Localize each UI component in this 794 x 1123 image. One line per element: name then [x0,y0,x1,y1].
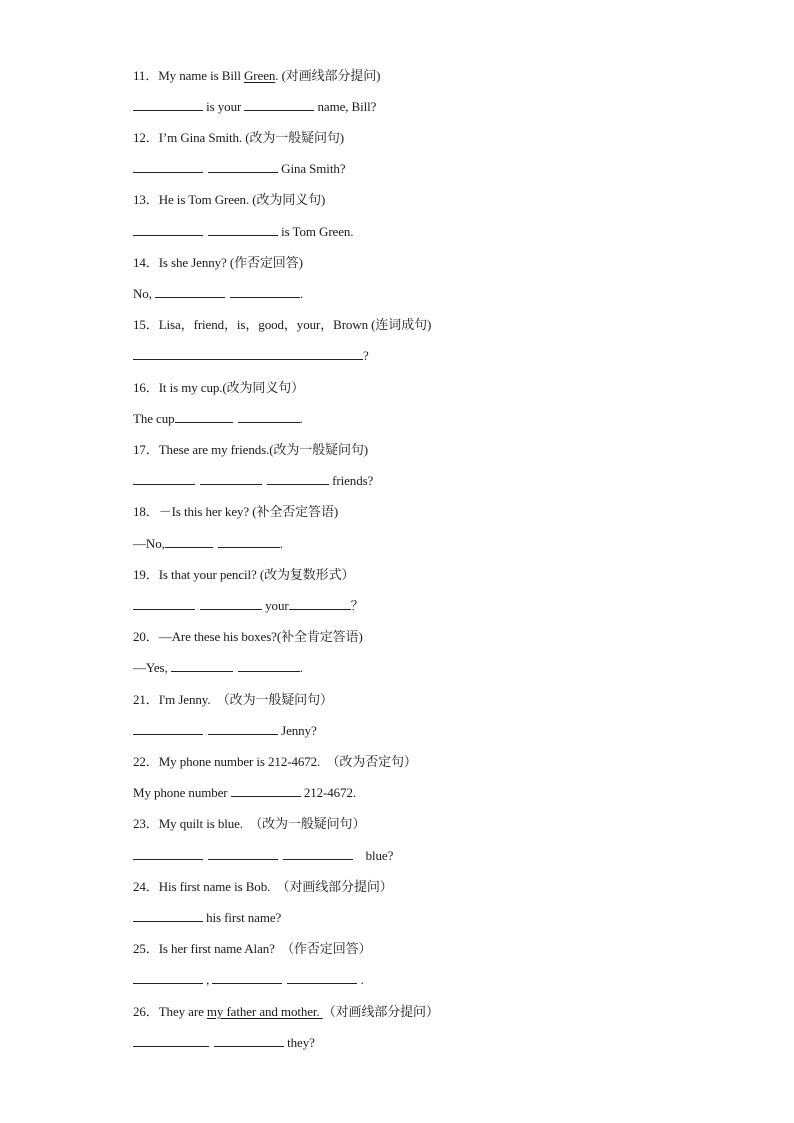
question-16 [133,380,304,396]
question-text: I’m Gina Smith. (改为一般疑问句) [158,130,344,145]
answer-blank[interactable] [230,286,300,298]
answer-text: My phone number [133,785,231,800]
question-text: He is Tom Green. (改为同义句) [158,192,326,207]
question-instruction: （对画线部分提问） [322,1004,439,1019]
question-number: 22． [133,754,159,769]
answer-20 [133,660,303,676]
answer-text: . [300,286,304,301]
question-22 [133,754,417,770]
question-24 [133,879,393,895]
answer-blank[interactable] [175,411,233,423]
answer-blank[interactable] [133,161,203,173]
question-number: 25． [133,941,159,956]
question-text: It is my cup.(改为同义句） [158,380,305,395]
question-number: 24． [133,879,159,894]
answer-blank[interactable] [287,972,357,984]
question-text: These are my friends.(改为一般疑问句) [158,442,368,457]
answer-text: blue? [353,848,394,863]
question-11 [133,68,380,84]
answer-blank[interactable] [231,785,301,797]
answer-12 [133,161,345,177]
question-number: 23． [133,816,159,831]
answer-blank[interactable] [283,848,353,860]
answer-blank[interactable] [212,972,282,984]
answer-blank[interactable] [133,848,203,860]
question-text: His first name is Bob. （对画线部分提问） [158,879,393,894]
question-text: Is that your pencil? (改为复数形式） [158,567,355,582]
question-13 [133,192,325,208]
answer-blank[interactable] [214,1035,284,1047]
question-12 [133,130,344,146]
answer-text: name, Bill? [314,99,377,114]
answer-blank[interactable] [133,473,195,485]
question-text: —Are these his boxes?(补全肯定答语) [158,629,363,644]
answer-text: your [262,598,289,613]
answer-16 [133,411,303,427]
answer-24 [133,910,281,926]
question-number: 11． [133,68,159,83]
answer-23 [133,848,393,864]
question-number: 15． [133,317,159,332]
question-text: Lisa，friend，is，good，your，Brown (连词成句) [158,317,432,332]
answer-blank[interactable] [200,598,262,610]
question-number: 13． [133,192,159,207]
question-15 [133,317,431,333]
answer-text: Gina Smith? [278,161,346,176]
question-text: Is her first name Alan? （作否定回答） [158,941,372,956]
answer-text: Jenny? [278,723,317,738]
answer-text: . [279,536,283,551]
answer-13 [133,224,353,240]
question-25 [133,941,371,957]
answer-11 [133,99,376,115]
question-number: 14． [133,255,159,270]
answer-14 [133,286,303,302]
answer-17 [133,473,373,489]
question-number: 21． [133,692,159,707]
question-text: My name is Bill [158,68,245,83]
question-26 [133,1004,439,1020]
answer-26 [133,1035,315,1051]
answer-text: they? [284,1035,315,1050]
question-number: 17． [133,442,159,457]
answer-blank[interactable] [171,660,233,672]
answer-blank[interactable] [133,972,203,984]
question-instruction: . (对画线部分提问) [275,68,381,83]
answer-blank[interactable] [238,411,300,423]
answer-blank[interactable] [133,348,363,360]
answer-blank[interactable] [238,660,300,672]
answer-blank[interactable] [267,473,329,485]
answer-25 [133,972,364,988]
question-number: 19． [133,567,159,582]
answer-text: —Yes, [133,660,171,675]
question-17 [133,442,368,458]
answer-blank[interactable] [208,848,278,860]
answer-blank[interactable] [165,536,213,548]
answer-21 [133,723,317,739]
answer-blank[interactable] [133,723,203,735]
answer-22 [133,785,356,801]
question-14 [133,255,303,271]
answer-blank[interactable] [289,598,351,610]
answer-text: ? [363,348,369,363]
question-19 [133,567,354,583]
answer-text: . [357,972,364,987]
answer-text: his first name? [203,910,282,925]
answer-blank[interactable] [208,723,278,735]
answer-19 [133,598,364,614]
question-number: 26． [133,1004,159,1019]
underlined-part: Green [244,68,276,83]
question-text: They are [158,1004,207,1019]
question-number: 18． [133,504,159,519]
answer-text: . [299,660,303,675]
question-text: My phone number is 212-4672. （改为否定句） [158,754,417,769]
answer-text: The cup [133,411,175,426]
question-text: I'm Jenny. （改为一般疑问句） [158,692,333,707]
answer-text: —No, [133,536,165,551]
answer-blank[interactable] [208,161,278,173]
question-20 [133,629,363,645]
answer-text: ？ [350,598,364,613]
answer-15 [133,348,369,364]
question-number: 16． [133,380,159,395]
answer-blank[interactable] [133,1035,209,1047]
answer-18 [133,536,283,552]
answer-blank[interactable] [244,99,314,111]
answer-blank[interactable] [200,473,262,485]
question-text: －Is this her key? (补全否定答语) [158,504,339,519]
answer-blank[interactable] [218,536,280,548]
answer-blank[interactable] [208,224,278,236]
question-text: Is she Jenny? (作否定回答) [158,255,303,270]
answer-blank[interactable] [133,910,203,922]
question-21 [133,692,333,708]
answer-blank[interactable] [133,598,195,610]
answer-text: friends? [329,473,374,488]
answer-text: is Tom Green. [278,224,354,239]
question-23 [133,816,365,832]
answer-text: , [203,972,213,987]
question-number: 20． [133,629,159,644]
answer-blank[interactable] [133,224,203,236]
answer-blank[interactable] [155,286,225,298]
question-18 [133,504,338,520]
answer-text: is your [203,99,245,114]
answer-blank[interactable] [133,99,203,111]
question-number: 12． [133,130,159,145]
underlined-part: my father and mother. [206,1004,323,1019]
answer-text: No, [133,286,155,301]
question-text: My quilt is blue. （改为一般疑问句） [158,816,366,831]
answer-text: . [299,411,303,426]
answer-text: 212-4672. [300,785,357,800]
